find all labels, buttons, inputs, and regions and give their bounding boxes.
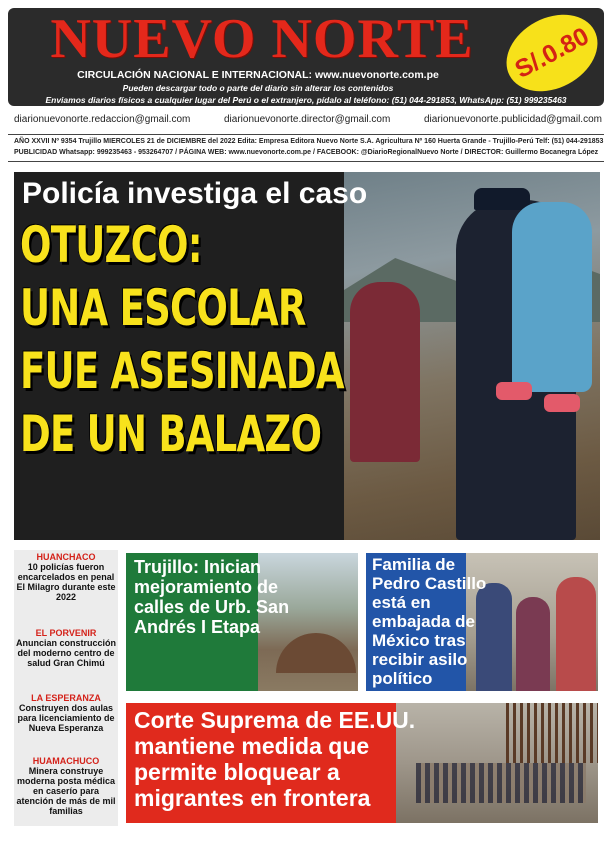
newspaper-title: NUEVO NORTE (50, 8, 474, 70)
headline-line: OTUZCO: (20, 216, 202, 274)
headline-line: DE UN BALAZO (20, 405, 322, 463)
headline-line: UNA ESCOLAR (20, 279, 306, 337)
headline-line: FUE ASESINADA (20, 342, 344, 400)
sidebar-item-huamachuco[interactable] (14, 756, 118, 816)
email-row (14, 114, 602, 128)
headline-line: migrantes en frontera (134, 785, 371, 811)
headline-line: permite bloquear a (134, 759, 340, 785)
edition-info: AÑO XXVII Nº 9354 Trujillo MIERCOLES 21 de DICIEMBRE del 2022 Edita: Empresa Editora Nuevo Norte S.A. Agricultura Nº 160 Huerta Grande - Trujillo-Perú Telf: (51) 044-291853 (14, 138, 604, 145)
headline-line: mantiene medida que (134, 733, 370, 759)
story-trujillo[interactable] (126, 553, 358, 691)
email-redaccion[interactable]: diarionuevonorte.redaccion@gmail.com (14, 114, 191, 125)
shipping-note: Enviamos diarios físicos a cualquier lugar del Perú o el extranjero, pídalo al teléfono: (51) 044-291853, WhatsApp: (51) 999235463 (45, 95, 567, 105)
sidebar-text: Minera construye moderna posta médica en caserío para atención de más de mil familias (16, 766, 116, 816)
divider (8, 161, 604, 162)
story-trujillo-headline: Trujillo: Inician mejoramiento de calles de Urb. San Andrés I Etapa (134, 557, 290, 637)
sidebar-item-la-esperanza[interactable] (14, 693, 118, 733)
sidebar-item-el-porvenir[interactable] (14, 628, 118, 668)
email-director[interactable]: diarionuevonorte.director@gmail.com (223, 114, 391, 125)
contact-info: PUBLICIDAD Whatsapp: 999235463 - 953264707 / PÁGINA WEB: www.nuevonorte.com.pe / FACEBOOK: @DiarioRegionalNuevo Norte / DIRECTOR: Guillermo Bocanegra López (14, 149, 599, 156)
sidebar-tag: HUANCHACO (36, 552, 96, 562)
divider (8, 134, 604, 135)
sidebar-item-huanchaco[interactable] (14, 552, 118, 602)
circulation-line: CIRCULACIÓN NACIONAL E INTERNACIONAL: www.nuevonorte.com.pe (77, 69, 439, 81)
masthead (8, 8, 604, 106)
sidebar-tag: HUAMACHUCO (32, 756, 100, 766)
headline-line: Corte Suprema de EE.UU. (134, 707, 416, 733)
main-story-kicker: Policía investiga el caso (22, 177, 368, 210)
email-publicidad[interactable]: diarionuevonorte.publicidad@gmail.com (423, 114, 602, 125)
story-castillo[interactable] (366, 553, 598, 691)
news-sidebar (14, 550, 118, 826)
sidebar-tag: LA ESPERANZA (31, 693, 101, 703)
sidebar-text: Construyen dos aulas para licenciamiento de Nueva Esperanza (17, 703, 115, 733)
main-headline (20, 214, 470, 466)
sidebar-text: Anuncian construcción del moderno centro de salud Gran Chimú (15, 638, 116, 668)
story-corte-suprema[interactable] (126, 703, 598, 823)
price-text: S/.0.80 (510, 21, 594, 84)
price-badge (493, 0, 611, 106)
download-note: Pueden descargar todo o parte del diario sin alterar los contenidos (122, 83, 394, 93)
story-corte-headline (134, 707, 454, 811)
sidebar-text: 10 policías fueron encarcelados en penal El Milagro durante este 2022 (16, 562, 116, 602)
sidebar-tag: EL PORVENIR (35, 628, 97, 638)
story-castillo-headline: Familia de Pedro Castillo está en embajada de México tras recibir asilo político (372, 555, 487, 688)
